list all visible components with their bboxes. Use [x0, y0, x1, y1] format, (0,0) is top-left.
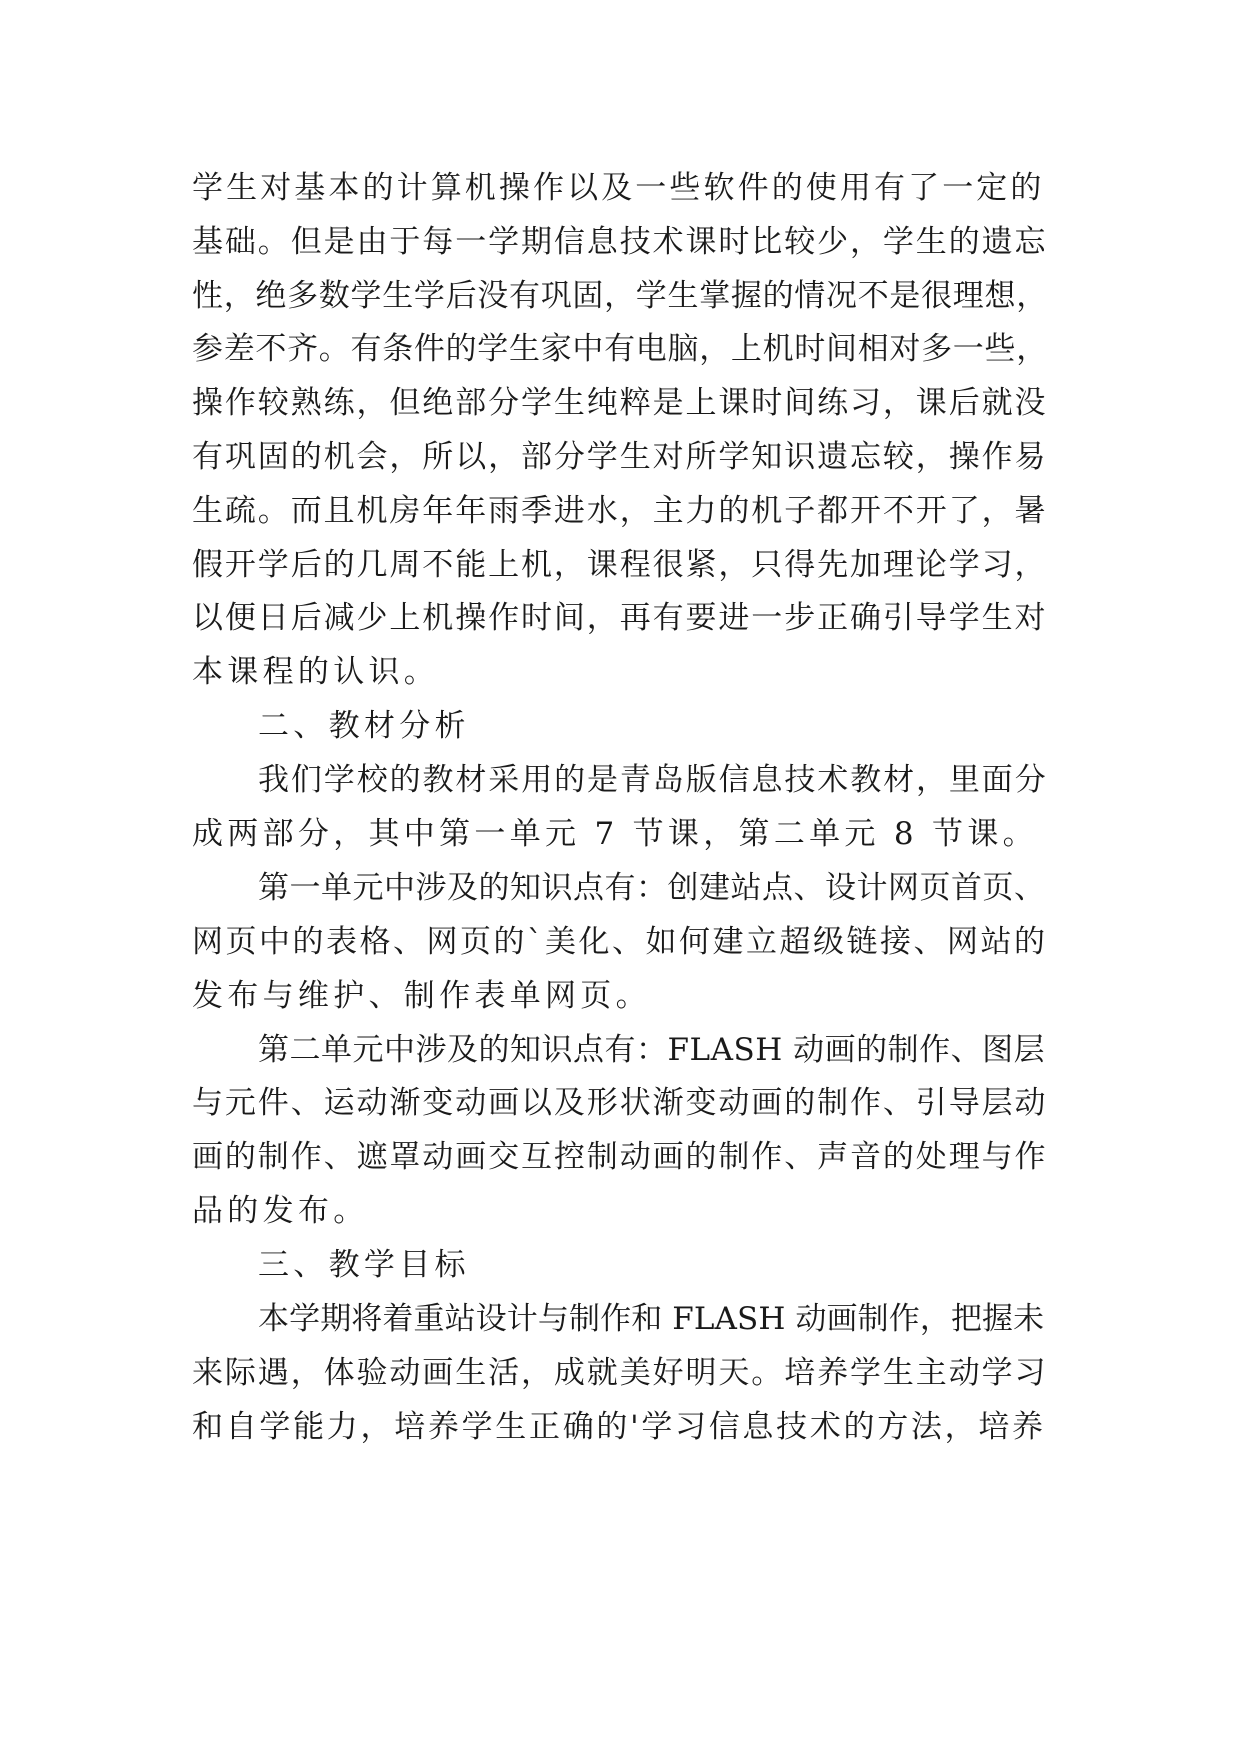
body-text-line: 本学期将着重站设计与制作和 FLASH 动画制作，把握未	[258, 1301, 1045, 1337]
body-text-line: 基础。但是由于每一学期信息技术课时比较少，学生的遗忘	[192, 224, 1048, 260]
body-text-line: 发布与维护、制作表单网页。	[192, 978, 651, 1014]
body-text-line: 画的制作、遮罩动画交互控制动画的制作、声音的处理与作	[192, 1139, 1048, 1175]
body-text-line: 本课程的认识。	[192, 654, 440, 690]
body-text-line: 网页中的表格、网页的`美化、如何建立超级链接、网站的	[192, 924, 1048, 960]
body-text-line: 性，绝多数学生学后没有巩固，学生掌握的情况不是很理想，	[192, 278, 1048, 314]
body-text-line: 生疏。而且机房年年雨季进水，主力的机子都开不开了，暑	[192, 493, 1048, 529]
body-text-line: 和自学能力，培养学生正确的'学习信息技术的方法，培养	[192, 1409, 1046, 1445]
body-text-line: 品的发布。	[192, 1193, 369, 1229]
section-heading: 三、教学目标	[258, 1247, 470, 1283]
body-text-line: 第一单元中涉及的知识点有：创建站点、设计网页首页、	[258, 870, 1046, 906]
body-text-line: 假开学后的几周不能上机，课程很紧，只得先加理论学习，	[192, 547, 1048, 583]
body-text-line: 操作较熟练，但绝部分学生纯粹是上课时间练习，课后就没	[192, 385, 1048, 421]
body-text-line: 与元件、运动渐变动画以及形状渐变动画的制作、引导层动	[192, 1085, 1048, 1121]
body-text-line: 我们学校的教材采用的是青岛版信息技术教材，里面分	[258, 762, 1048, 798]
body-text-line: 第二单元中涉及的知识点有：FLASH 动画的制作、图层	[258, 1032, 1046, 1068]
body-text-line: 学生对基本的计算机操作以及一些软件的使用有了一定的	[192, 170, 1045, 206]
body-text-line: 有巩固的机会，所以，部分学生对所学知识遗忘较，操作易	[192, 439, 1048, 475]
section-heading: 二、教材分析	[258, 708, 470, 744]
body-text-line: 来际遇，体验动画生活，成就美好明天。培养学生主动学习	[192, 1355, 1048, 1391]
body-text-line: 参差不齐。有条件的学生家中有电脑，上机时间相对多一些，	[192, 331, 1048, 367]
body-text-line: 成两部分，其中第一单元 7 节课，第二单元 8 节课。	[192, 816, 1038, 852]
body-text-line: 以便日后减少上机操作时间，再有要进一步正确引导学生对	[192, 600, 1048, 636]
